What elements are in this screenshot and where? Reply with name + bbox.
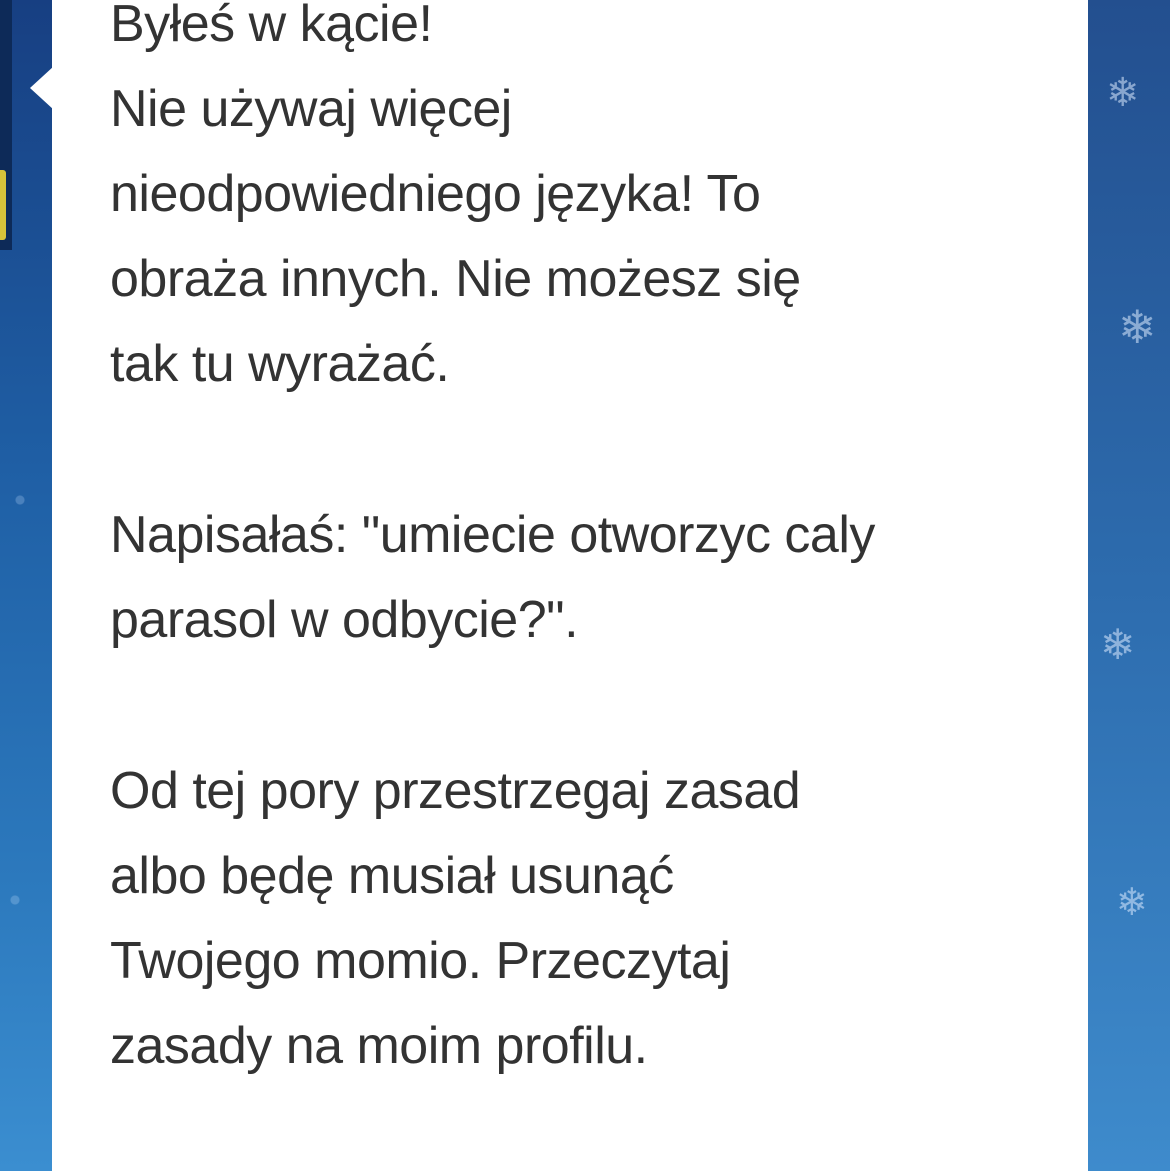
- left-accent-bar: [0, 170, 6, 240]
- message-line: Nie używaj więcej: [110, 80, 512, 138]
- moderation-message: [110, 0, 1070, 1089]
- message-line: Byłeś w kącie!: [110, 0, 433, 53]
- quoted-message-line: parasol w odbycie?".: [110, 591, 579, 649]
- quoted-message-line: Napisałaś: "umiecie otworzyc caly: [110, 506, 875, 564]
- paragraph-gap: [110, 663, 1070, 749]
- snowflake-icon: ❄: [1100, 620, 1136, 669]
- snowflake-icon: ❄: [1106, 70, 1140, 116]
- message-line: tak tu wyrażać.: [110, 335, 450, 393]
- message-line: zasady na moim profilu.: [110, 1017, 648, 1075]
- snowflake-icon: ❄: [1118, 300, 1157, 354]
- right-background-panel: [1088, 0, 1170, 1171]
- bubble-tail: [30, 66, 54, 110]
- message-line: Od tej pory przestrzegaj zasad: [110, 762, 801, 820]
- message-line: Twojego momio. Przeczytaj: [110, 932, 731, 990]
- message-line: obraża innych. Nie możesz się: [110, 250, 801, 308]
- paragraph-gap: [110, 407, 1070, 493]
- message-line: albo będę musiał usunąć: [110, 847, 674, 905]
- message-line: nieodpowiedniego języka! To: [110, 165, 761, 223]
- snowflake-icon: ❄: [1116, 880, 1148, 924]
